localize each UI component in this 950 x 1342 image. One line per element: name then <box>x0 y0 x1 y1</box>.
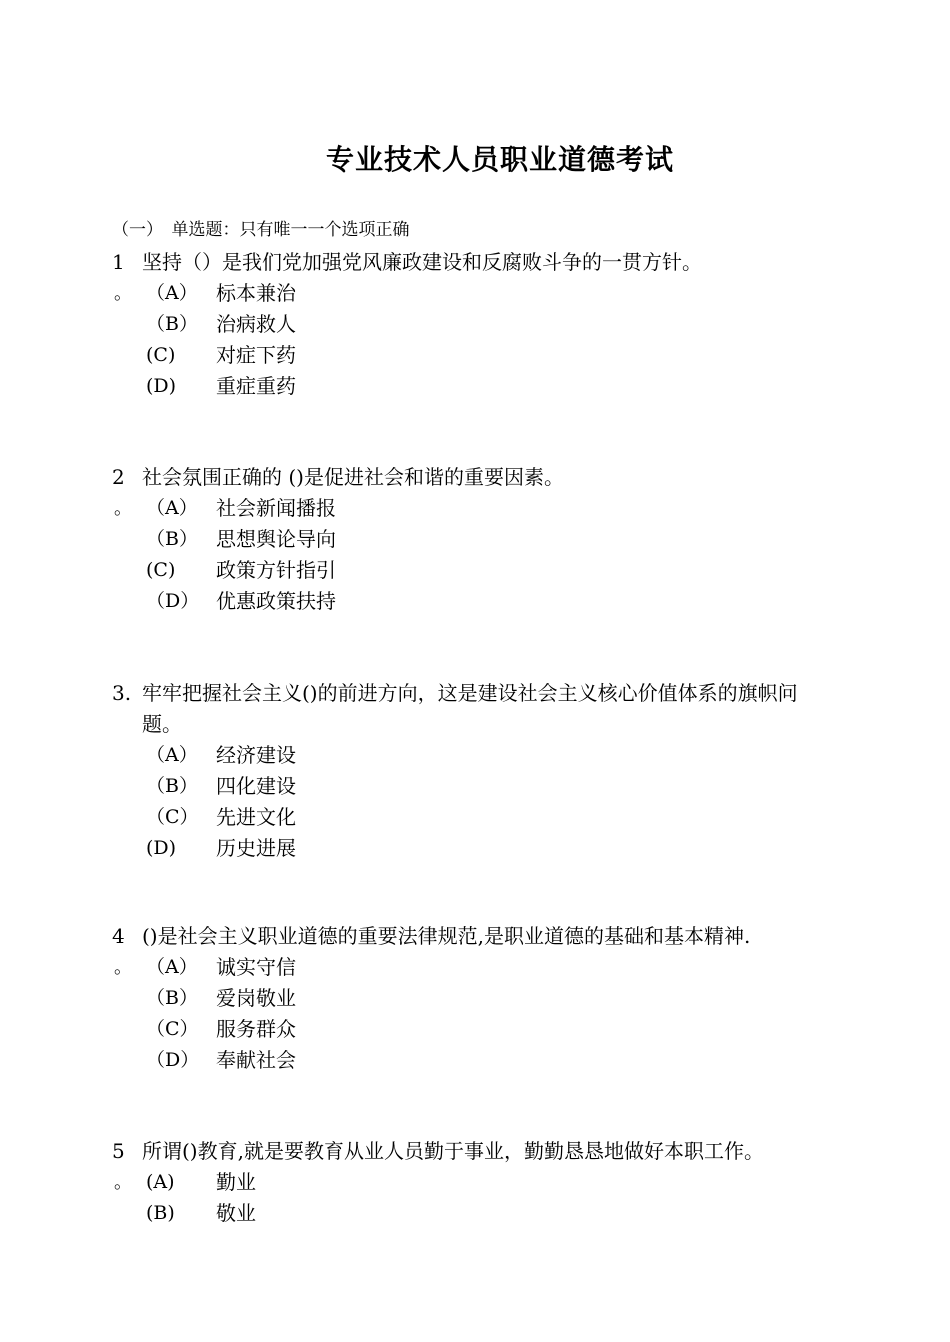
question-stem <box>112 462 892 493</box>
option-c <box>112 1014 892 1045</box>
option-a <box>112 1167 892 1198</box>
option-label: （A） <box>146 282 198 304</box>
question-stem <box>112 1136 892 1167</box>
option-c <box>112 802 892 833</box>
option-label: （A） <box>146 497 198 519</box>
option-text: 重症重药 <box>216 374 296 398</box>
option-label: （B） <box>146 775 198 797</box>
document-title: 专业技术人员职业道德考试 <box>325 143 674 176</box>
option-label: (C) <box>146 559 176 581</box>
question-3 <box>112 678 892 864</box>
option-text: 优惠政策扶持 <box>216 589 336 613</box>
option-bullet: 。 <box>114 498 132 519</box>
option-label: (D) <box>146 375 177 397</box>
option-label: (D) <box>146 837 177 859</box>
question-text: 社会氛围正确的 ()是促进社会和谐的重要因素。 <box>142 465 564 489</box>
option-d <box>112 586 892 617</box>
question-number: 5 <box>112 1139 125 1163</box>
option-b <box>112 771 892 802</box>
option-c <box>112 340 892 371</box>
question-number: 4 <box>112 924 125 948</box>
option-text: 先进文化 <box>216 805 296 829</box>
question-stem <box>112 921 892 952</box>
option-b <box>112 1198 892 1229</box>
option-label: （D） <box>146 590 200 612</box>
question-5 <box>112 1136 892 1229</box>
option-label: （A） <box>146 744 198 766</box>
option-d <box>112 833 892 864</box>
option-text: 政策方针指引 <box>216 558 336 582</box>
option-text: 思想舆论导向 <box>216 527 336 551</box>
question-4 <box>112 921 892 1076</box>
option-label: （C） <box>146 1018 199 1040</box>
option-label: （C） <box>146 806 199 828</box>
question-text-continued: 题。 <box>142 712 182 736</box>
question-2 <box>112 462 892 617</box>
option-label: （B） <box>146 987 198 1009</box>
option-text: 标本兼治 <box>216 281 296 305</box>
option-label: （B） <box>146 313 198 335</box>
option-text: 服务群众 <box>216 1017 296 1041</box>
option-text: 爱岗敬业 <box>216 986 296 1010</box>
option-d <box>112 1045 892 1076</box>
option-text: 敬业 <box>216 1201 256 1225</box>
question-number: 3. <box>112 681 132 705</box>
option-label: (B) <box>146 1202 175 1224</box>
option-bullet: 。 <box>114 957 132 978</box>
question-text: 所谓()教育,就是要教育从业人员勤于事业，勤勤恳恳地做好本职工作。 <box>142 1139 764 1163</box>
question-stem <box>112 678 892 709</box>
option-label: （D） <box>146 1049 200 1071</box>
option-text: 奉献社会 <box>216 1048 296 1072</box>
option-label: （A） <box>146 956 198 978</box>
option-text: 对症下药 <box>216 343 296 367</box>
question-number: 2 <box>112 465 125 489</box>
option-bullet: 。 <box>114 283 132 304</box>
option-label: （B） <box>146 528 198 550</box>
option-b <box>112 524 892 555</box>
option-a <box>112 952 892 983</box>
option-bullet: 。 <box>114 1172 132 1193</box>
option-a <box>112 493 892 524</box>
option-text: 经济建设 <box>216 743 296 767</box>
option-d <box>112 371 892 402</box>
option-text: 历史进展 <box>216 836 296 860</box>
question-text: 牢牢把握社会主义()的前进方向，这是建设社会主义核心价值体系的旗帜问 <box>142 681 798 705</box>
question-text: ()是社会主义职业道德的重要法律规范,是职业道德的基础和基本精神. <box>142 924 751 948</box>
option-text: 诚实守信 <box>216 955 296 979</box>
option-a <box>112 278 892 309</box>
option-c <box>112 555 892 586</box>
question-1 <box>112 247 892 402</box>
option-a <box>112 740 892 771</box>
option-b <box>112 309 892 340</box>
option-text: 四化建设 <box>216 774 296 798</box>
option-label: (A) <box>146 1171 175 1193</box>
option-b <box>112 983 892 1014</box>
option-text: 勤业 <box>216 1170 256 1194</box>
question-text: 坚持（）是我们党加强党风廉政建设和反腐败斗争的一贯方针。 <box>142 250 702 274</box>
question-number: 1 <box>112 250 125 274</box>
section-heading: （一） 单选题：只有唯一一个选项正确 <box>112 220 410 240</box>
option-text: 治病救人 <box>216 312 296 336</box>
option-text: 社会新闻播报 <box>216 496 336 520</box>
question-stem <box>112 247 892 278</box>
option-label: (C) <box>146 344 176 366</box>
